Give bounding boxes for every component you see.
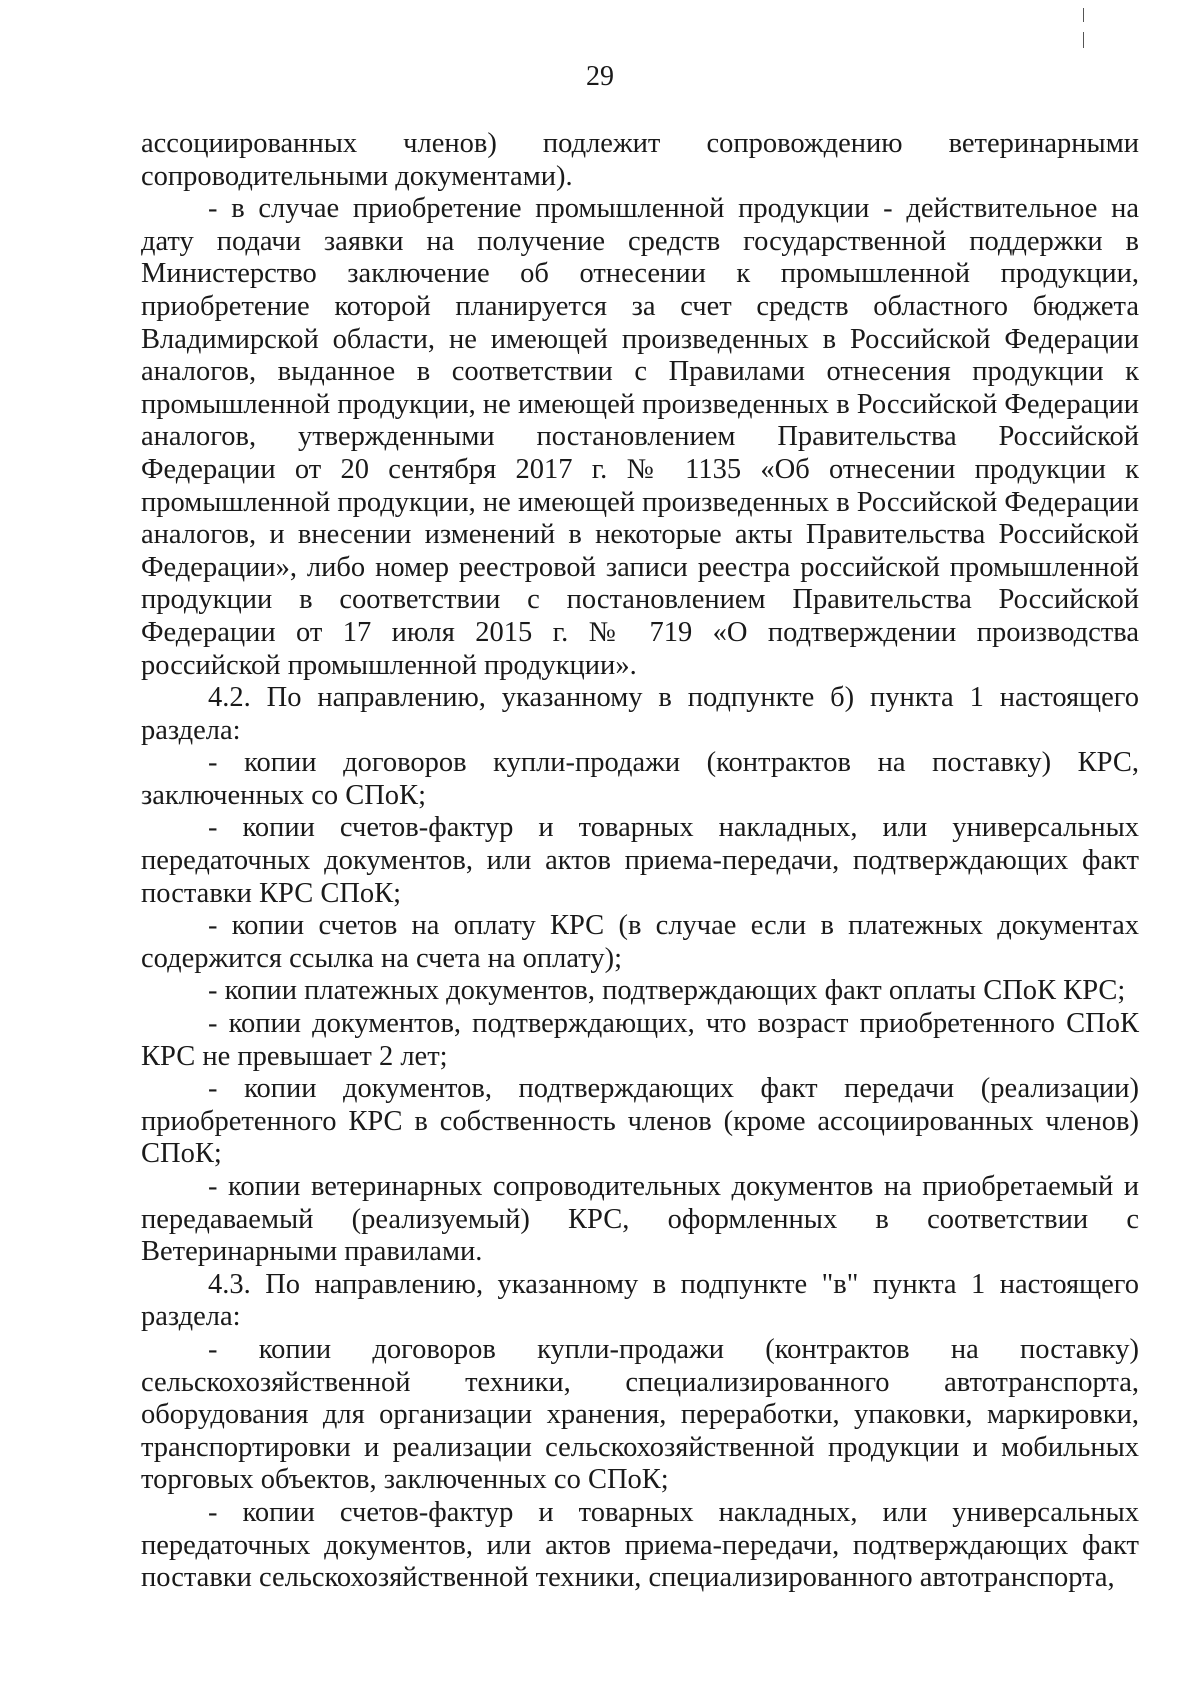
list-item-contracts-equipment: - копии договоров купли-продажи (контрактов на поставку) сельскохозяйственной техники, специализированного автотранспорта, оборудования для организации хранения, переработки, упаковки, маркировки, транспортировки и реализации сельскохозяйственной продукции и мобильных торговых объектов, заключенных со СПоК; xyxy=(141,1333,1139,1496)
list-item-invoices-krs: - копии счетов-фактур и товарных накладных, или универсальных передаточных документов, или актов приема-передачи, подтверждающих факт поставки КРС СПоК; xyxy=(141,812,1139,909)
document-body xyxy=(141,128,1139,1595)
section-4-2-heading: 4.2. По направлению, указанному в подпункте б) пункта 1 настоящего раздела: xyxy=(141,682,1139,746)
paragraph-assoc-continuation: ассоциированных членов) подлежит сопровождению ветеринарными сопроводительными документами). xyxy=(141,128,1139,192)
page-number: 29 xyxy=(586,61,614,92)
list-item-invoices-equipment: - копии счетов-фактур и товарных накладных, или универсальных передаточных документов, или актов приема-передачи, подтверждающих факт поставки сельскохозяйственной техники, специализированного автотранспорта, xyxy=(141,1496,1139,1594)
section-4-3-heading: 4.3. По направлению, указанному в подпункте "в" пункта 1 настоящего раздела: xyxy=(141,1268,1139,1333)
list-item-bills-krs: - копии счетов на оплату КРС (в случае если в платежных документах содержится ссылка на счета на оплату); xyxy=(141,910,1139,974)
list-item-payments-krs: - копии платежных документов, подтверждающих факт оплаты СПоК КРС; xyxy=(208,975,1126,1007)
list-item-age-krs: - копии документов, подтверждающих, что возраст приобретенного СПоК КРС не превышает 2 лет; xyxy=(141,1008,1139,1072)
scan-edge-mark xyxy=(1083,32,1084,48)
scan-edge-mark xyxy=(1083,8,1084,22)
list-item-contracts-krs: - копии договоров купли-продажи (контрактов на поставку) КРС, заключенных со СПоК; xyxy=(141,747,1139,811)
paragraph-industrial-product: - в случае приобретение промышленной продукции - действительное на дату подачи заявки на получение средств государственной поддержки в Министерство заключение об отнесении к промышленной продукции, приобретение которой планируется за счет средств областного бюджета Владимирской области, не имеющей произведенных в Российской Федерации аналогов, выданное в соответствии с Правилами отнесения продукции к промышленной продукции, не имеющей произведенных в Российской Федерации аналогов, утвержденными постановлением Правительства Российской Федерации от 20 сентября 2017 г. № 1135 «Об отнесении продукции к промышленной продукции, не имеющей произведенных в Российской Федерации аналогов, и внесении изменений в некоторые акты Правительства Российской Федерации», либо номер реестровой записи реестра российской промышленной продукции в соответствии с постановлением Правительства Российской Федерации от 17 июля 2015 г. № 719 «О подтверждении производства российской промышленной продукции». xyxy=(141,193,1139,681)
list-item-vet-docs-krs: - копии ветеринарных сопроводительных документов на приобретаемый и передаваемый (реализуемый) КРС, оформленных в соответствии с Ветеринарными правилами. xyxy=(141,1171,1139,1268)
list-item-transfer-krs: - копии документов, подтверждающих факт передачи (реализации) приобретенного КРС в собственность членов (кроме ассоциированных членов) СПоК; xyxy=(141,1073,1139,1170)
